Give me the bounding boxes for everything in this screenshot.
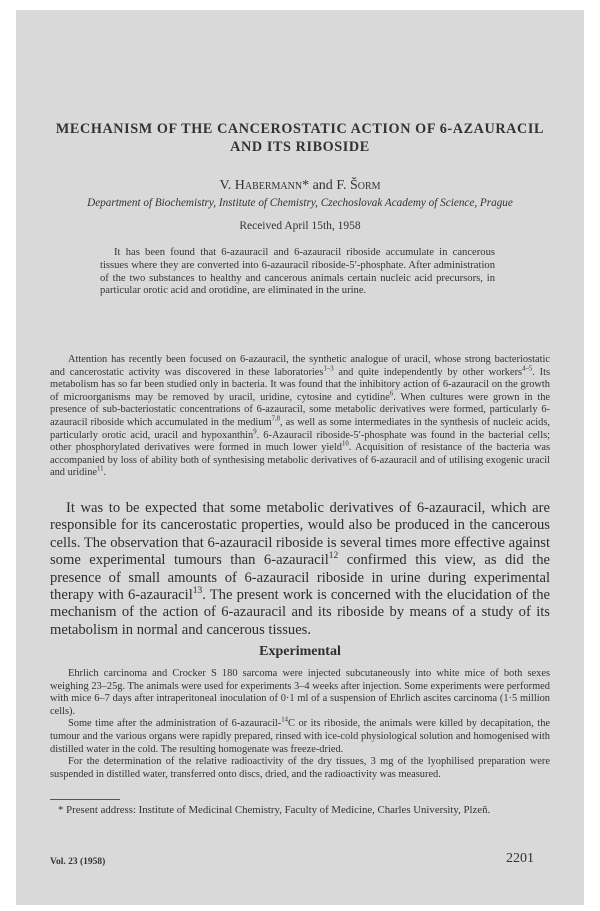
author-2: F. Šorm (336, 178, 381, 193)
text-run: Attention has recently been focused on 6-azauracil, the synthetic analogue of uracil, whose strong bacteriostatic and cancerostatic activity was discovered in these laboratories (50, 354, 550, 378)
text-run: . When cultures were grown in the presence of sub-bacteriostatic concentrations of 6-azauracil, some metabolic derivatives were formed, particularly 6-azauracil riboside which accumulated in the medium (50, 391, 551, 428)
text-run: C or its riboside, the animals were killed by decapitation, the tumour and the various organs were rapidly prepared, rinsed with ice-cold physiological solution and homogenised with distilled water in the cold. The resulting homogenate was freeze-dried. (50, 718, 550, 755)
experimental-paragraph-2 (50, 718, 550, 756)
text-run: , as well as some intermediates in the synthesis of nucleic acids, particularly orotic acid, uracil and hypoxanthin (50, 416, 550, 441)
text-run: It was to be expected that some metabolic derivatives of 6-azauracil, which are responsible for its cancerostatic properties, would also be produced in the cancerous cells. The observation that 6-azauracil riboside is several times more effective against some experimental tumours than 6-azauracil (50, 500, 550, 569)
citation-ref: 1–3 (323, 365, 334, 373)
author-joiner: and (309, 178, 337, 193)
intro-text (50, 354, 550, 480)
text-run: Some time after the administration of 6-azauracil- (68, 718, 282, 730)
author-1: V. Habermann (219, 178, 303, 193)
volume-label: Vol. 23 (1958) (50, 857, 106, 867)
main-paragraph (50, 500, 550, 639)
article-title (16, 120, 584, 156)
page-number: 2201 (506, 851, 534, 866)
citation-ref: 12 (328, 551, 339, 562)
section-heading-experimental: Experimental (259, 644, 341, 659)
abstract: It has been found that 6-azauracil and 6-azauracil riboside accumulate in cancerous tissues where they are converted into 6-azauracil riboside-5′-phosphate. After administration of the two substances to healthy and cancerous animals certain nucleic acid precursors, in particular orotic acid and orotidine, are eliminated in the urine. (100, 247, 495, 297)
citation-ref: 9 (253, 428, 257, 436)
citation-ref: 6 (389, 390, 394, 398)
citation-ref: 7,8 (271, 415, 281, 423)
footnote: * Present address: Institute of Medicinal Chemistry, Faculty of Medicine, Charles University, Plzeň. (58, 804, 491, 816)
text-run: . Acquisition of resistance of the bacteria was accompanied by loss of ability both of synthesising metabolic derivatives of 6-azauracil and of utilising exogenic uracil and uridine (50, 442, 551, 479)
title-line-2: AND ITS RIBOSIDE (230, 139, 370, 155)
citation-ref: 13 (192, 586, 203, 597)
text-run: . (103, 467, 107, 479)
text-run: . The present work is concerned with the elucidation of the mechanism of the action of 6-azauracil and its riboside by means of a study of its metabolism in normal and cancerous tissues. (50, 587, 550, 638)
intro-paragraph (50, 354, 550, 480)
experimental-section (50, 668, 550, 781)
isotope-superscript: 14 (281, 716, 289, 724)
citation-ref: 10 (341, 440, 349, 448)
text-run: . Its metabolism has so far been studied only in bacteria. It was found that the inhibitory action of 6-azauracil on the growth of microorganisms may be removed by uracil, uridine, cytosine and cytidine (50, 366, 550, 403)
citation-ref: 11 (97, 465, 104, 473)
page-sheet (16, 10, 584, 905)
footnote-divider (50, 799, 120, 800)
affiliation: Department of Biochemistry, Institute of Chemistry, Czechoslovak Academy of Science, Prague (87, 197, 513, 209)
title-line-1: MECHANISM OF THE CANCEROSTATIC ACTION OF 6-AZAURACIL (55, 121, 545, 137)
citation-ref: 4–5 (522, 365, 533, 373)
author-line (16, 178, 584, 194)
text-run: confirmed this view, as did the presence of small amounts of 6-azauracil riboside in urine during experimental therapy with 6-azauracil (50, 552, 550, 604)
author-1-footnote-mark: * (302, 178, 310, 193)
text-run: . 6-Azauracil riboside-5′-phosphate was found in the bacterial cells; other phosphorylated derivatives were formed in much lower yield (50, 429, 551, 454)
experimental-paragraph-3: For the determination of the relative radioactivity of the dry tissues, 3 mg of the lyophilised preparation were suspended in distilled water, transferred onto discs, dried, and the radioactivity was measured. (50, 756, 550, 780)
experimental-paragraph-1: Ehrlich carcinoma and Crocker S 180 sarcoma were injected subcutaneously into white mice of both sexes weighing 23–25g. The animals were used for experiments 3–4 weeks after injection. Some experiments were performed with mice 6–7 days after intraperitoneal inoculation of 0·1 ml of a suspension of Ehrlich ascites carcinoma (1·5 million cells). (50, 668, 550, 717)
text-run: and quite independently by other workers (333, 366, 523, 378)
received-date: Received April 15th, 1958 (239, 220, 361, 232)
